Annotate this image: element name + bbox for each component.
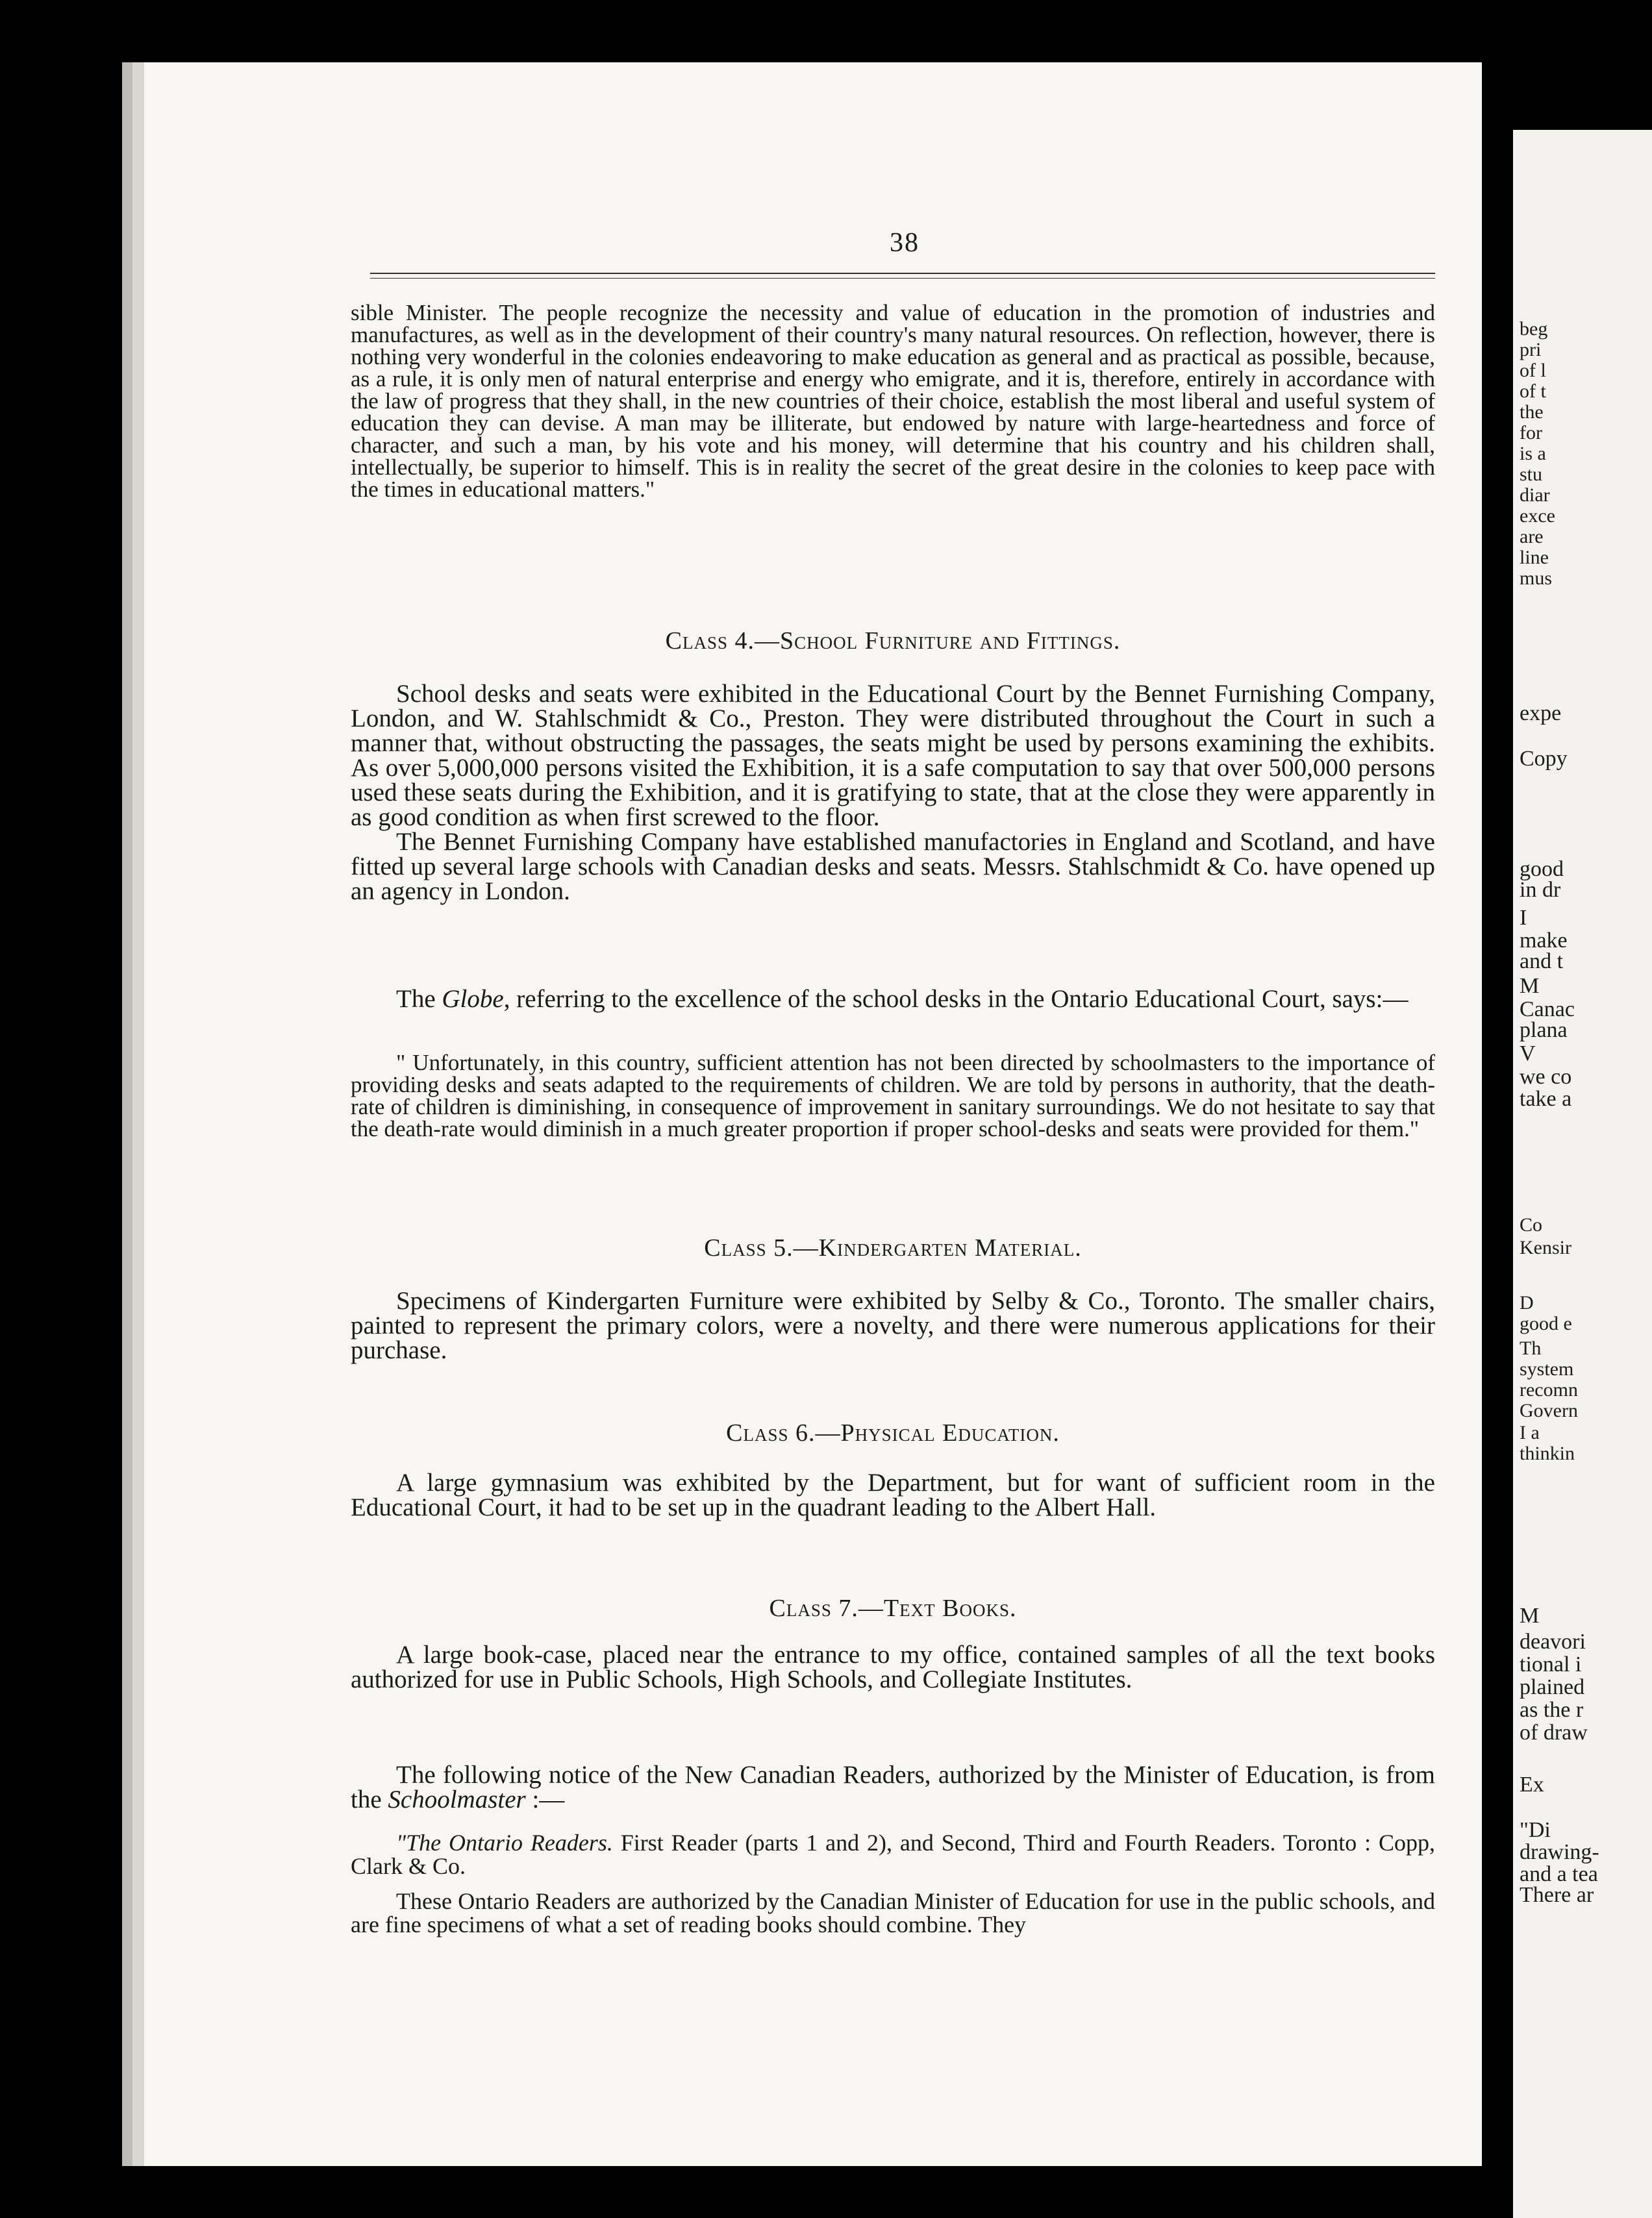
class4-section <box>351 682 1435 904</box>
facing-page-fragment: exce <box>1520 505 1555 527</box>
class5-para: Specimens of Kindergarten Furniture were exhibited by Selby & Co., Toronto. The smaller chairs, painted to represent the primary colors, were a novelty, and there were numerous applications for their purchase. <box>351 1287 1435 1364</box>
facing-page-fragment: line <box>1520 547 1549 568</box>
facing-page-fragment: "Di <box>1520 1818 1551 1842</box>
class7-heading: Class 7.—Text Books. <box>769 1595 1017 1622</box>
facing-page-fragment: in dr <box>1520 878 1561 902</box>
globe-quote: " Unfortunately, in this country, sufficient attention has not been directed by schoolmasters to the importance of providing desks and seats adapted to the requirements of children. We are told by persons in authority, that the death-rate of children is diminishing, in consequence of improvement in sanitary surroundings. We do not hesitate to say that the death-rate would diminish in a much greater proportion if proper school-desks and seats were provided for them." <box>351 1050 1435 1141</box>
facing-page-fragment: deavori <box>1520 1630 1586 1654</box>
class5-heading-wrap <box>351 1234 1435 1262</box>
facing-page-fragment: thinkin <box>1520 1443 1575 1464</box>
facing-page-fragment: M <box>1520 974 1540 998</box>
facing-page-fragment: make <box>1520 928 1568 953</box>
facing-page-fragment: V <box>1520 1041 1536 1065</box>
class4-para2: The Bennet Furnishing Company have established manufactories in England and Scotland, and have fitted up several large schools with Canadian desks and seats. Messrs. Stahlschmidt & Co. have opened up an agency in London. <box>351 828 1435 905</box>
facing-page-fragment: D <box>1520 1292 1534 1314</box>
facing-page-fragment: drawing- <box>1520 1840 1599 1864</box>
facing-page-fragment: take a <box>1520 1087 1572 1111</box>
class7-para: A large book-case, placed near the entrance to my office, contained samples of all the text books authorized for use in Public Schools, High Schools, and Collegiate Institutes. <box>351 1641 1435 1693</box>
facing-page-fragment: plained <box>1520 1675 1585 1699</box>
class7-section <box>351 1643 1435 1692</box>
globe-intro-block <box>351 987 1435 1012</box>
last-para-block <box>351 1889 1435 1936</box>
facing-page-fragment: beg <box>1520 318 1548 340</box>
class4-para1: School desks and seats were exhibited in the Educational Court by the Bennet Furnishing Company, London, and W. Stahlschmidt & Co., Preston. They were distributed throughout the Court in such a manner that, without obstructing the passages, the seats might be used by persons examining the exhibits. As over 5,000,000 persons visited the Exhibition, it is a safe computation to say that over 500,000 persons used these seats during the Exhibition, and it is gratifying to state, that at the close they were apparently in as good condition as when first screwed to the floor. <box>351 680 1435 831</box>
globe-name: Globe <box>442 985 504 1013</box>
page-edge <box>130 78 144 2156</box>
page-number: 38 <box>890 228 920 258</box>
facing-page-fragment: is a <box>1520 443 1546 464</box>
facing-page-fragment: are <box>1520 526 1544 547</box>
facing-page-fragment: good <box>1520 857 1564 881</box>
facing-page-fragment: and a tea <box>1520 1862 1598 1886</box>
facing-page-fragment: we co <box>1520 1065 1572 1089</box>
facing-page-fragment: Canac <box>1520 997 1575 1021</box>
intro-quote-block <box>351 302 1435 501</box>
class7-last-para: These Ontario Readers are authorized by the Canadian Minister of Education for use in the public schools, and are fine specimens of what a set of reading books should combine. They <box>351 1888 1435 1938</box>
class6-section <box>351 1471 1435 1520</box>
facing-page-fragment: stu <box>1520 464 1543 485</box>
facing-page-fragment: and t <box>1520 949 1564 973</box>
class6-heading: Class 6.—Physical Education. <box>726 1419 1060 1447</box>
readers-title: "The Ontario Readers. <box>396 1830 613 1856</box>
facing-page-fragment: Kensir <box>1520 1237 1571 1258</box>
readers-block <box>351 1831 1435 1878</box>
notice-source: Schoolmaster <box>388 1786 526 1813</box>
facing-page-fragment: for <box>1520 422 1542 443</box>
facing-page-fragment: good e <box>1520 1313 1572 1334</box>
class6-para: A large gymnasium was exhibited by the Department, but for want of sufficient room in the Educational Court, it had to be set up in the quadrant leading to the Albert Hall. <box>351 1469 1435 1521</box>
facing-page-fragment: M <box>1520 1604 1540 1628</box>
facing-page-fragment: of l <box>1520 360 1546 381</box>
facing-page-fragment: Th <box>1520 1338 1542 1359</box>
globe-quote-block <box>351 1052 1435 1140</box>
class7-notice-block <box>351 1763 1435 1812</box>
facing-page-fragment: tional i <box>1520 1652 1582 1676</box>
globe-intro: The Globe, referring to the excellence of the school desks in the Ontario Educational Court, says:— <box>396 985 1408 1013</box>
facing-page-fragment: as the r <box>1520 1698 1584 1722</box>
facing-page-fragment: expe <box>1520 701 1562 725</box>
class6-heading-wrap <box>351 1419 1435 1447</box>
facing-page-fragment: Copy <box>1520 747 1568 771</box>
facing-page-fragment: mus <box>1520 567 1553 589</box>
facing-page-fragment: I <box>1520 906 1527 930</box>
facing-page-fragment: Ex <box>1520 1773 1544 1797</box>
intro-quote: sible Minister. The people recognize the necessity and value of education in the promotion of industries and manufactures, as well as in the development of their country's many natural resources. On reflection, however, there is nothing very wonderful in the colonies endeavoring to make education as general and as practical as possible, because, as a rule, it is only men of natural enterprise and energy who emigrate, and it is, therefore, entirely in accordance with the law of progress that they shall, in the new countries of their choice, establish the most liberal and useful system of education they can devise. A man may be illiterate, but endowed by nature with large-heartedness and force of character, and such a man, by his vote and his money, will determine that his country and his children shall, intellectually, be superior to himself. This is in reality the secret of the great desire in the colonies to keep pace with the times in educational matters." <box>351 300 1435 502</box>
class7-notice: The following notice of the New Canadian Readers, authorized by the Minister of Education, is from the Schoolmaster :— <box>351 1761 1435 1813</box>
facing-page-fragment: pri <box>1520 339 1542 360</box>
facing-page-fragment: Govern <box>1520 1400 1578 1421</box>
readers-citation: "The Ontario Readers. First Reader (parts 1 and 2), and Second, Third and Fourth Readers. Toronto : Copp, Clark & Co. <box>351 1830 1435 1879</box>
class5-heading: Class 5.—Kindergarten Material. <box>704 1234 1082 1262</box>
facing-page-fragment: the <box>1520 401 1544 423</box>
facing-page-fragment: of t <box>1520 380 1546 402</box>
header-rule <box>370 273 1435 274</box>
facing-page-fragment: of draw <box>1520 1721 1588 1745</box>
facing-page-fragment: There ar <box>1520 1883 1594 1907</box>
facing-page-fragment: recomn <box>1520 1379 1578 1401</box>
header-rule-thin <box>370 278 1435 279</box>
facing-page-fragment: Co <box>1520 1214 1543 1236</box>
facing-page-fragment: diar <box>1520 484 1550 506</box>
facing-page <box>1513 130 1652 2218</box>
class5-section <box>351 1289 1435 1363</box>
class7-heading-wrap <box>351 1594 1435 1623</box>
facing-page-fragment: plana <box>1520 1018 1568 1042</box>
facing-page-fragment: system <box>1520 1358 1574 1380</box>
facing-page-fragment: I a <box>1520 1422 1540 1443</box>
class4-heading-wrap <box>351 627 1435 655</box>
class4-heading: Class 4.—School Furniture and Fittings. <box>665 627 1121 654</box>
